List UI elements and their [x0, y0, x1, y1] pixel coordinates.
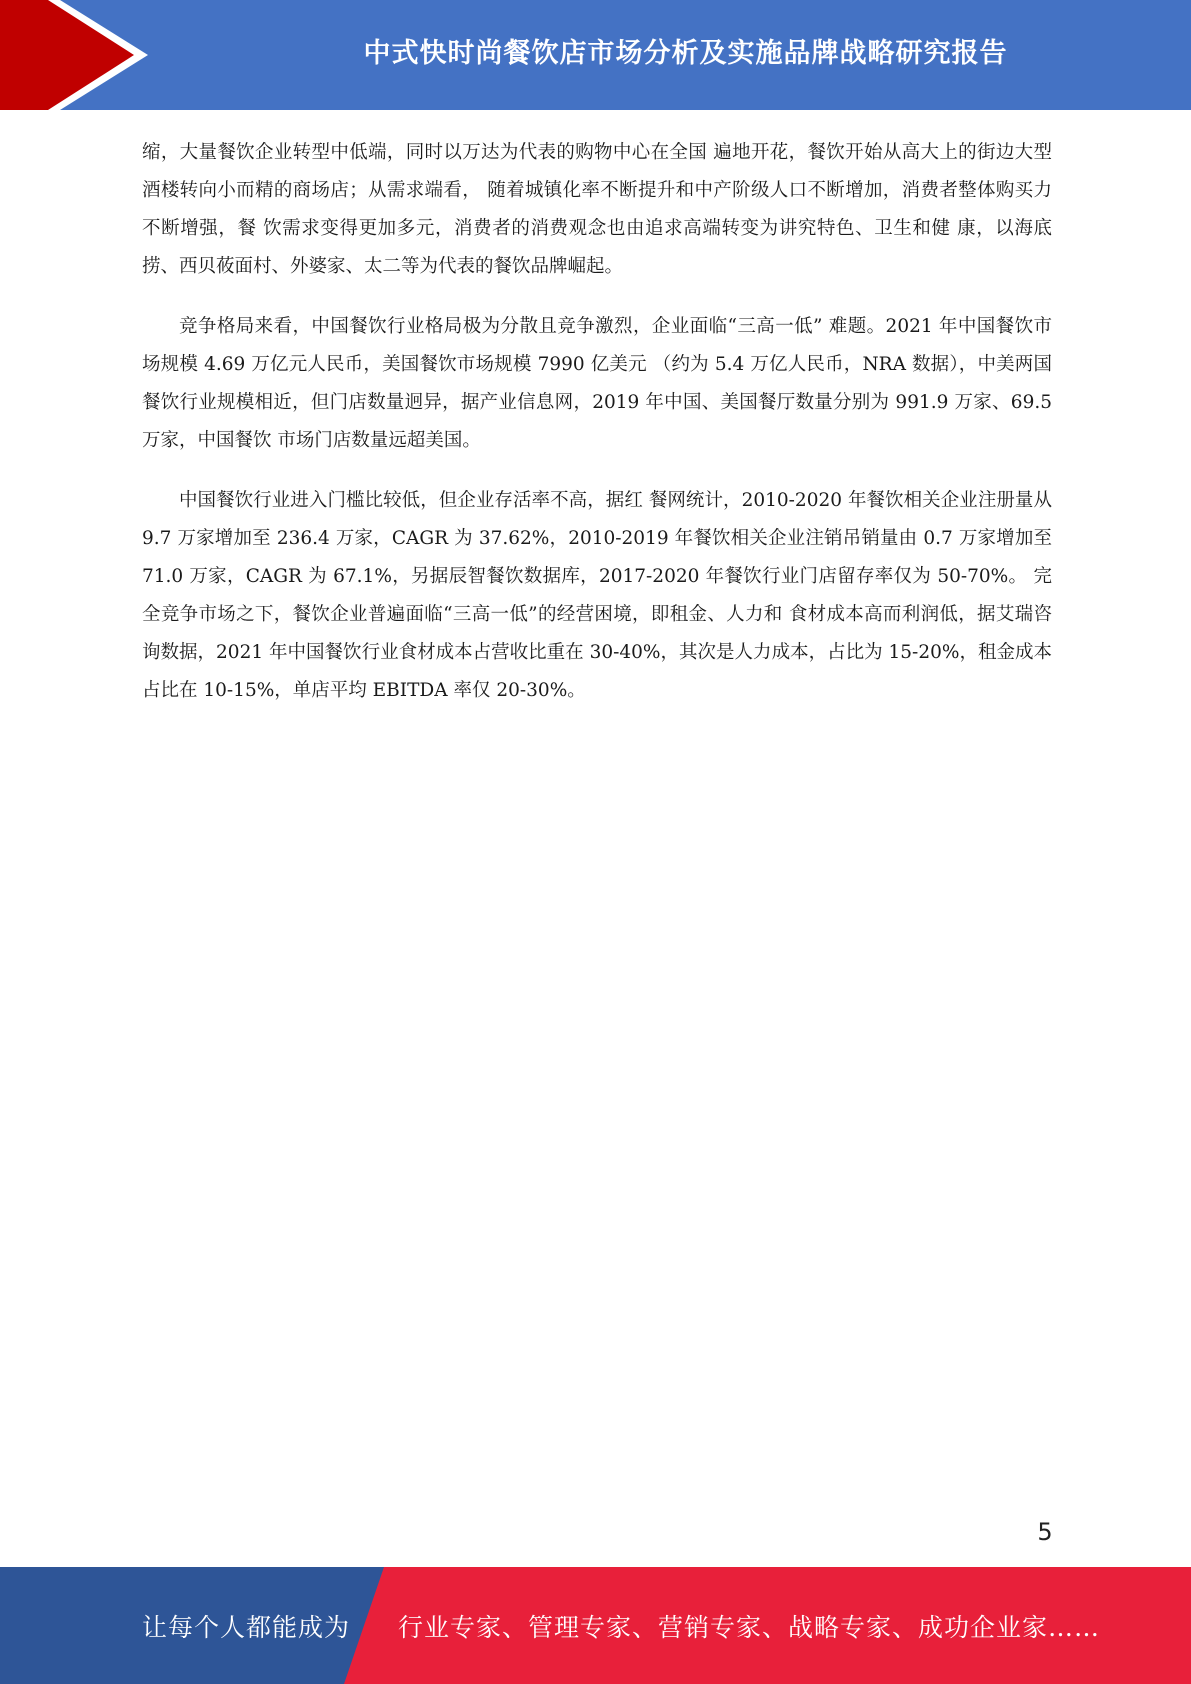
page-footer	[0, 1567, 1191, 1684]
report-body	[142, 134, 1052, 732]
paragraph-competition: 竞争格局来看，中国餐饮行业格局极为分散且竞争激烈，企业面临“三高一低” 难题。2021 年中国餐饮市场规模 4.69 万亿元人民币，美国餐饮市场规模 7990 亿美元 （约为 5.4 万亿人民币，NRA 数据），中美两国餐饮行业规模相近，但门店数量迥异，据产业信息网，2019 年中国、美国餐厅数量分别为 991.9 万家、69.5 万家，中国餐饮 市场门店数量远超美国。	[142, 316, 1052, 451]
footer-slogan-left: 让每个人都能成为	[142, 1612, 351, 1642]
paragraph-entry-barrier: 中国餐饮行业进入门槛比较低，但企业存活率不高，据红 餐网统计，2010-2020 年餐饮相关企业注册量从 9.7 万家增加至 236.4 万家，CAGR 为 37.62%，2010-2019 年餐饮相关企业注销吊销量由 0.7 万家增加至 71.0 万家，CAGR 为 67.1%，另据辰智餐饮数据库，2017-2020 年餐饮行业门店留存率仅为 50-70%。 完全竞争市场之下，餐饮企业普遍面临“三高一低”的经营困境，即租金、人力和 食材成本高而利润低，据艾瑞咨询数据，2021 年中国餐饮行业食材成本占营收比重在 30-40%，其次是人力成本，占比为 15-20%，租金成本占比在 10-15%，单店平均 EBITDA 率仅 20-30%。	[142, 490, 1052, 701]
page-number: 5	[1037, 1518, 1053, 1546]
footer-slogan-right: 行业专家、管理专家、营销专家、战略专家、成功企业家……	[398, 1612, 1101, 1642]
report-title: 中式快时尚餐饮店市场分析及实施品牌战略研究报告	[363, 37, 1008, 69]
page-header	[0, 0, 1191, 110]
paragraph-continuation: 缩，大量餐饮企业转型中低端，同时以万达为代表的购物中心在全国 遍地开花，餐饮开始从高大上的街边大型酒楼转向小而精的商场店；从需求端看， 随着城镇化率不断提升和中产阶级人口不断增加，消费者整体购买力不断增强，餐 饮需求变得更加多元，消费者的消费观念也由追求高端转变为讲究特色、卫生和健 康，以海底捞、西贝莜面村、外婆家、太二等为代表的餐饮品牌崛起。	[142, 142, 1052, 277]
